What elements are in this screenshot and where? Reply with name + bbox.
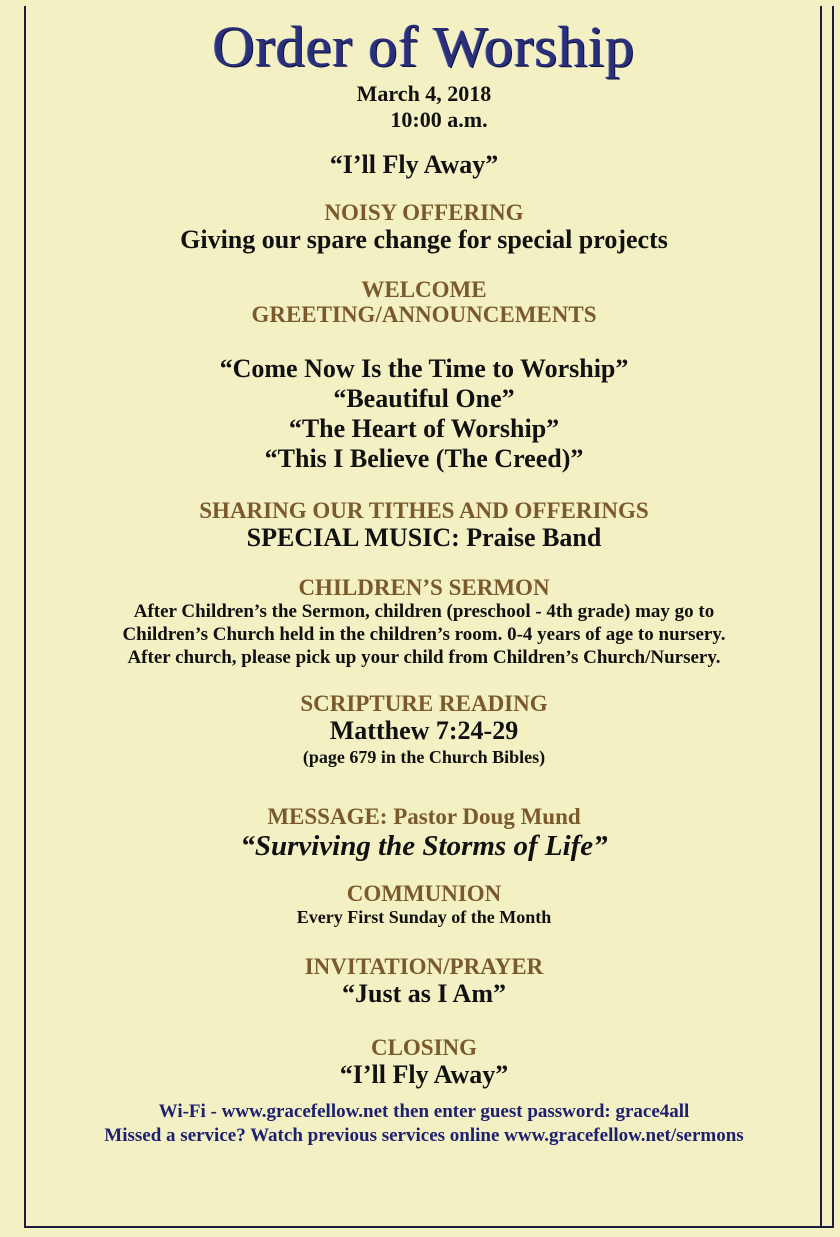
- invitation-section: [24, 954, 824, 1009]
- communion-section: [24, 881, 824, 928]
- scripture-heading: SCRIPTURE READING: [300, 691, 548, 716]
- noisy-offering-section: [24, 200, 824, 255]
- scripture-section: [24, 691, 824, 768]
- tithes-section: [24, 498, 824, 553]
- footer: [24, 1100, 824, 1148]
- page-title: Order of Worship: [212, 14, 636, 79]
- tithes-heading: SHARING OUR TITHES AND OFFERINGS: [199, 498, 649, 523]
- special-music-text: SPECIAL MUSIC: Praise Band: [246, 523, 602, 552]
- scripture-reference: Matthew 7:24-29: [329, 716, 519, 745]
- message-heading: MESSAGE: Pastor Doug Mund: [267, 804, 581, 829]
- childrens-sermon-line: After Children’s the Sermon, children (preschool - 4th grade) may go to: [133, 601, 715, 622]
- greeting-heading: GREETING/ANNOUNCEMENTS: [251, 302, 597, 327]
- childrens-sermon-section: [24, 575, 824, 669]
- childrens-sermon-heading: CHILDREN’S SERMON: [298, 575, 550, 600]
- communion-text: Every First Sunday of the Month: [296, 907, 552, 927]
- service-time: 10:00 a.m.: [390, 107, 488, 132]
- worship-song: “Come Now Is the Time to Worship”: [219, 354, 629, 383]
- childrens-sermon-line: Children’s Church held in the children’s room. 0-4 years of age to nursery.: [122, 624, 726, 645]
- bulletin-content: [24, 0, 824, 1148]
- message-title: “Surviving the Storms of Life”: [240, 830, 608, 862]
- opening-song: “I’ll Fly Away”: [329, 150, 499, 179]
- wifi-info: Wi-Fi - www.gracefellow.net then enter guest password: grace4all: [158, 1101, 690, 1122]
- welcome-section: [24, 277, 824, 327]
- noisy-offering-text: Giving our spare change for special projects: [180, 225, 668, 254]
- message-section: [24, 804, 824, 863]
- worship-song: “This I Believe (The Creed)”: [264, 444, 584, 473]
- closing-section: [24, 1035, 824, 1090]
- service-date: March 4, 2018: [356, 81, 492, 106]
- worship-song: “The Heart of Worship”: [288, 414, 560, 443]
- communion-heading: COMMUNION: [346, 881, 502, 906]
- missed-service-info: Missed a service? Watch previous services online www.gracefellow.net/sermons: [104, 1125, 744, 1146]
- scripture-page-note: (page 679 in the Church Bibles): [302, 747, 546, 767]
- closing-song: “I’ll Fly Away”: [339, 1060, 509, 1089]
- worship-song: “Beautiful One”: [333, 384, 515, 413]
- noisy-offering-heading: NOISY OFFERING: [324, 200, 524, 225]
- invitation-song: “Just as I Am”: [342, 979, 506, 1008]
- childrens-sermon-line: After church, please pick up your child from Children’s Church/Nursery.: [127, 647, 721, 668]
- worship-songs-list: [24, 354, 824, 474]
- closing-heading: CLOSING: [370, 1035, 478, 1060]
- invitation-heading: INVITATION/PRAYER: [304, 954, 544, 979]
- welcome-heading: WELCOME: [361, 277, 487, 302]
